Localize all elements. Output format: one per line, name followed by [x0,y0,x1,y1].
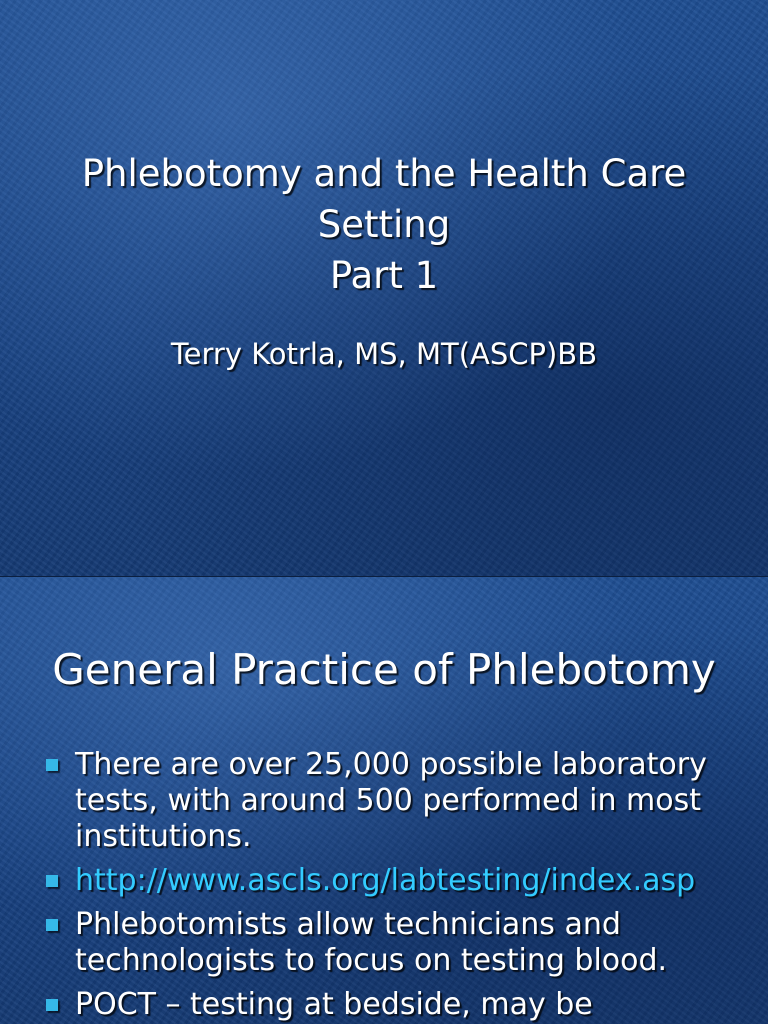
slide-title-line-2: Setting [317,203,451,246]
bullet-item [44,987,734,1023]
lab-testing-link[interactable]: http://www.ascls.org/labtesting/index.asp [75,863,696,898]
bullet-item-link [44,863,734,899]
bullet-item [44,747,734,855]
bullet-list [44,747,734,1024]
slide-title-line-3: Part 1 [329,254,439,297]
slide-title [0,148,768,301]
square-bullet-icon [46,759,58,771]
slide-heading: General Practice of Phlebotomy [52,645,716,694]
bullet-text: Phlebotomists allow technicians and technologists to focus on testing blood. [75,907,668,978]
slide-title-line-1: Phlebotomy and the Health Care [81,152,687,195]
square-bullet-icon [46,999,58,1011]
bullet-text: There are over 25,000 possible laboratory tests, with around 500 performed in most institutions. [75,747,707,854]
square-bullet-icon [46,875,58,887]
square-bullet-icon [46,919,58,931]
bullet-text: POCT – testing at bedside, may be [75,987,593,1022]
bullet-item [44,907,734,979]
slide-author: Terry Kotrla, MS, MT(ASCP)BB [170,337,598,371]
